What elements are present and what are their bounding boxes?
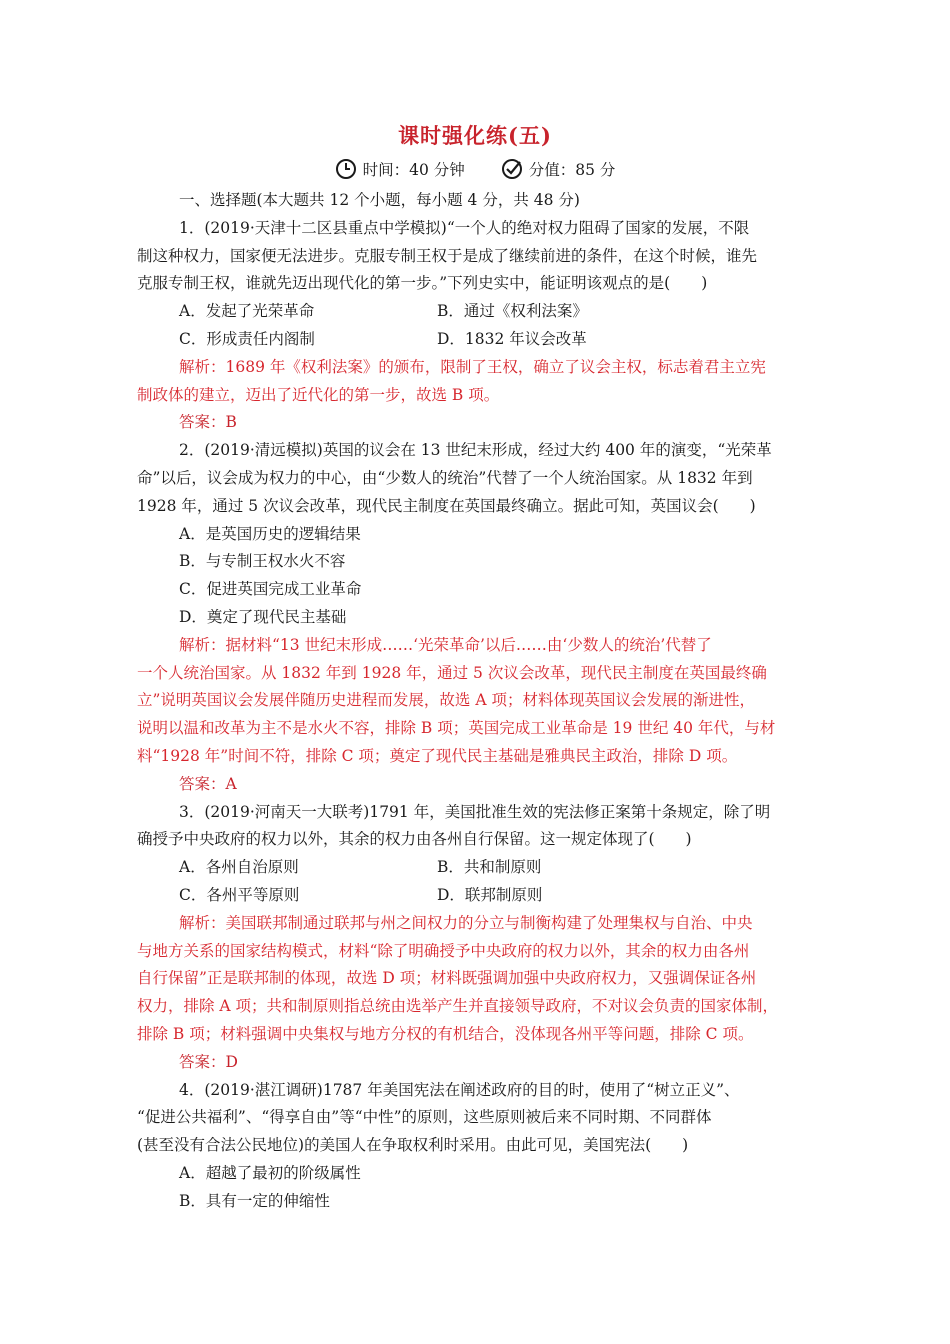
question-2	[137, 437, 817, 798]
question-stem-line: “促进公共福利”、“得享自由”等“中性”的原则，这些原则被后来不同时期、不同群体	[137, 1108, 712, 1127]
analysis-line: 解析：据材料“13 世纪末形成……‘光荣革命’以后……由‘少数人的统治’代替了	[179, 635, 712, 654]
option-d: D．1832 年议会改革	[437, 329, 587, 348]
analysis-line: 与地方关系的国家结构模式，材料“除了明确授予中央政府的权力以外，其余的权力由各州	[137, 941, 750, 960]
option-row	[137, 298, 817, 326]
option-c: C．促进英国完成工业革命	[179, 580, 362, 599]
question-stem-line: 1928 年，通过 5 次议会改革，现代民主制度在英国最终确立。据此可知，英国议会( )	[137, 496, 756, 515]
analysis-line: 立”说明英国议会发展伴随历史进程而发展，故选 A 项；材料体现英国议会发展的渐进性，	[137, 691, 755, 710]
analysis-line: 自行保留”正是联邦制的体现，故选 D 项；材料既强调加强中央政府权力，又强调保证各州	[137, 969, 757, 988]
question-stem-line: 制这种权力，国家便无法进步。克服专制王权于是成了继续前进的条件，在这个时候，谁先	[137, 246, 758, 265]
option-a: A．各州自治原则	[179, 858, 299, 877]
score-label: 分值：85 分	[528, 161, 616, 179]
analysis-line: 解析：美国联邦制通过联邦与州之间权力的分立与制衡构建了处理集权与自治、中央	[179, 913, 753, 932]
question-stem-line: 1．(2019·天津十二区县重点中学模拟)“一个人的绝对权力阻碍了国家的发展，不限	[179, 218, 750, 237]
section-heading: 一、选择题(本大题共 12 个小题，每小题 4 分，共 48 分)	[179, 191, 580, 209]
question-list	[137, 187, 817, 1215]
clock-icon	[335, 158, 357, 180]
question-3	[137, 799, 817, 1077]
question-stem-line: 3．(2019·河南天一大联考)1791 年，美国批准生效的宪法修正案第十条规定，除了明	[179, 802, 771, 821]
question-stem-line: 确授予中央政府的权力以外，其余的权力由各州自行保留。这一规定体现了( )	[137, 830, 692, 849]
score-info	[501, 158, 616, 180]
question-1	[137, 215, 817, 437]
analysis-line: 说明以温和改革为主不是水火不容，排除 B 项；英国完成工业革命是 19 世纪 40 年代，与材	[137, 719, 776, 738]
question-stem-line: 命”以后，议会成为权力的中心，由“少数人的统治”代替了一个人统治国家。从 1832 年到	[137, 468, 753, 487]
question-stem-line: 4．(2019·湛江调研)1787 年美国宪法在阐述政府的目的时，使用了“树立正义”、	[179, 1080, 740, 1099]
answer: 答案：A	[179, 774, 237, 793]
question-stem-line: 克服专制王权，谁就先迈出现代化的第一步。”下列史实中，能证明该观点的是( )	[137, 274, 708, 293]
option-c: C．各州平等原则	[179, 885, 300, 904]
question-stem-line: 2．(2019·清远模拟)英国的议会在 13 世纪末形成，经过大约 400 年的演变，“光荣革	[179, 441, 772, 460]
analysis-line: 权力，排除 A 项；共和制原则指总统由选举产生并直接领导政府，不对议会负责的国家体制，	[137, 997, 779, 1016]
option-row	[137, 882, 817, 910]
question-stem-line: (甚至没有合法公民地位)的美国人在争取权利时采用。由此可见，美国宪法( )	[137, 1136, 689, 1155]
answer: 答案：B	[179, 413, 237, 432]
option-row	[137, 326, 817, 354]
analysis-line: 解析：1689 年《权利法案》的颁布，限制了王权，确立了议会主权，标志着君主立宪	[179, 357, 766, 376]
option-d: D．奠定了现代民主基础	[179, 607, 347, 626]
option-d: D．联邦制原则	[437, 885, 543, 904]
question-4	[137, 1077, 817, 1216]
time-info	[335, 158, 465, 180]
option-a: A．超越了最初的阶级属性	[179, 1163, 361, 1182]
analysis-line: 排除 B 项；材料强调中央集权与地方分权的有机结合，没体现各州平等问题，排除 C 项。	[137, 1024, 754, 1043]
option-c: C．形成责任内阁制	[179, 329, 315, 348]
option-b: B．具有一定的伸缩性	[179, 1191, 330, 1210]
option-row	[137, 854, 817, 882]
option-b: B．共和制原则	[437, 858, 542, 877]
option-a: A．是英国历史的逻辑结果	[179, 524, 361, 543]
option-b: B．通过《权利法案》	[437, 302, 588, 321]
time-label: 时间：40 分钟	[362, 161, 465, 179]
exam-meta	[0, 158, 950, 180]
check-circle-icon	[501, 158, 523, 180]
page-title: 课时强化练(五)	[398, 123, 552, 148]
analysis-line: 一个人统治国家。从 1832 年到 1928 年，通过 5 次议会改革，现代民主制度在英国最终确	[137, 663, 767, 682]
option-b: B．与专制王权水火不容	[179, 552, 346, 571]
analysis-line: 料“1928 年”时间不符，排除 C 项；奠定了现代民主基础是雅典民主政治，排除 D 项。	[137, 746, 738, 765]
analysis-line: 制政体的建立，迈出了近代化的第一步，故选 B 项。	[137, 385, 500, 404]
answer: 答案：D	[179, 1052, 238, 1071]
option-a: A．发起了光荣革命	[179, 302, 315, 321]
